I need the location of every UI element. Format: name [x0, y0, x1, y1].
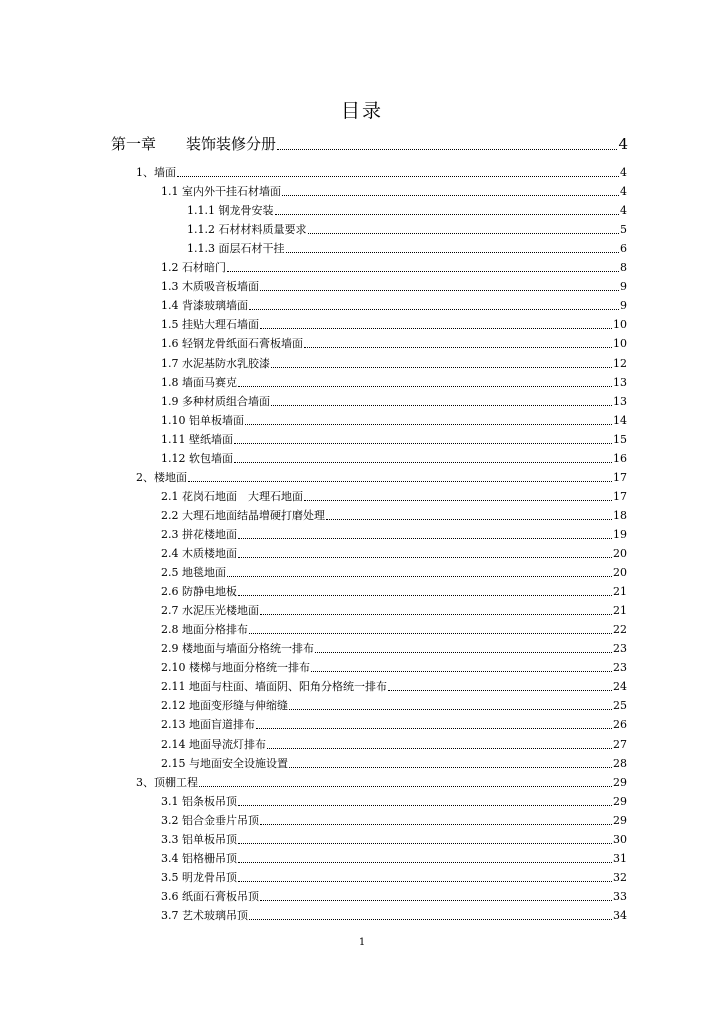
toc-entry[interactable] [161, 376, 627, 390]
toc-entry[interactable] [161, 852, 627, 866]
leader-dots [271, 405, 612, 406]
toc-entry[interactable] [161, 604, 627, 618]
leader-dots [267, 748, 612, 749]
toc-entry-title: 2.15 与地面安全设施设置 [161, 757, 288, 770]
toc-entry[interactable] [161, 299, 627, 313]
toc-entry-title: 1.1.2 石材材料质量要求 [187, 223, 307, 236]
leader-dots [277, 149, 617, 150]
toc-entry-title: 1.12 软包墙面 [161, 452, 233, 465]
toc-entry-title: 2.10 楼梯与地面分格统一排布 [161, 661, 310, 674]
toc-entry[interactable] [161, 280, 627, 294]
toc-entry[interactable] [161, 452, 627, 466]
toc-entry-page: 16 [613, 452, 627, 465]
toc-entry-page: 20 [613, 566, 627, 579]
toc-entry[interactable] [161, 585, 627, 599]
leader-dots [227, 271, 619, 272]
toc-entry-title: 2.3 拼花楼地面 [161, 528, 237, 541]
toc-entry[interactable] [161, 890, 627, 904]
toc-entry[interactable] [161, 909, 627, 923]
toc-entry[interactable] [136, 471, 627, 485]
toc-entry-title: 2.2 大理石地面结晶增硬打磨处理 [161, 509, 325, 522]
leader-dots [249, 309, 619, 310]
toc-entry[interactable] [161, 566, 627, 580]
toc-entry[interactable] [161, 509, 627, 523]
leader-dots [304, 347, 612, 348]
leader-dots [249, 633, 612, 634]
toc-entry-title: 1.5 挂贴大理石墙面 [161, 318, 259, 331]
toc-entry-page: 25 [613, 699, 627, 712]
toc-entry-title: 3.3 铝单板吊顶 [161, 833, 237, 846]
toc-entry-title: 2.14 地面导流灯排布 [161, 738, 266, 751]
toc-entry-page: 17 [613, 490, 627, 503]
toc-entry[interactable] [136, 166, 627, 180]
chapter-name: 装饰装修分册 [186, 135, 277, 153]
toc-entry-page: 21 [613, 604, 627, 617]
leader-dots [238, 557, 612, 558]
toc-entry-page: 27 [613, 738, 627, 751]
toc-entry-title: 2.7 水泥压光楼地面 [161, 604, 259, 617]
toc-entry-title: 2.1 花岗石地面 大理石地面 [161, 490, 303, 503]
toc-entry[interactable] [161, 490, 627, 504]
toc-entry[interactable] [161, 433, 627, 447]
toc-entry[interactable] [161, 757, 627, 771]
toc-entry-page: 12 [613, 357, 627, 370]
toc-entry[interactable] [161, 623, 627, 637]
leader-dots [238, 595, 612, 596]
toc-entry[interactable] [161, 795, 627, 809]
leader-dots [238, 386, 612, 387]
toc-entry-title: 3.5 明龙骨吊顶 [161, 871, 237, 884]
toc-entry-page: 23 [613, 642, 627, 655]
leader-dots [238, 805, 612, 806]
leader-dots [282, 195, 619, 196]
leader-dots [275, 214, 620, 215]
leader-dots [238, 881, 612, 882]
leader-dots [315, 652, 612, 653]
toc-entry[interactable] [161, 718, 627, 732]
leader-dots [238, 862, 612, 863]
toc-entry-title: 1.6 轻钢龙骨纸面石膏板墙面 [161, 337, 303, 350]
toc-entry-page: 32 [613, 871, 627, 884]
toc-entry[interactable] [187, 223, 627, 237]
toc-entry-page: 6 [620, 242, 627, 255]
toc-entry-page: 10 [613, 337, 627, 350]
toc-entry[interactable] [161, 642, 627, 656]
toc-entry-title: 2.11 地面与柱面、墙面阴、阳角分格统一排布 [161, 680, 387, 693]
toc-entry-page: 17 [613, 471, 627, 484]
toc-entry-title: 3、顶棚工程 [136, 776, 198, 789]
toc-entry-page: 29 [613, 776, 627, 789]
toc-entry[interactable] [161, 357, 627, 371]
toc-entry[interactable] [161, 528, 627, 542]
toc-entry-title: 1.1.3 面层石材干挂 [187, 242, 285, 255]
leader-dots [234, 443, 612, 444]
toc-entry-title: 1、墙面 [136, 166, 176, 179]
toc-entry[interactable] [161, 699, 627, 713]
leader-dots [177, 176, 619, 177]
toc-entry-page: 15 [613, 433, 627, 446]
toc-entry-title: 2.5 地毯地面 [161, 566, 226, 579]
leader-dots [249, 919, 612, 920]
toc-entry-title: 3.4 铝格栅吊顶 [161, 852, 237, 865]
toc-entry[interactable] [161, 833, 627, 847]
toc-entry-title: 1.3 木质吸音板墙面 [161, 280, 259, 293]
toc-entry-page: 21 [613, 585, 627, 598]
toc-entry-page: 24 [613, 680, 627, 693]
leader-dots [304, 500, 612, 501]
toc-entry-page: 26 [613, 718, 627, 731]
toc-entry-title: 3.1 铝条板吊顶 [161, 795, 237, 808]
leader-dots [238, 843, 612, 844]
toc-entry-title: 1.11 壁纸墙面 [161, 433, 233, 446]
page-number: 1 [358, 937, 366, 948]
toc-entry-title: 3.2 铝合金垂片吊顶 [161, 814, 259, 827]
toc-entry[interactable] [187, 242, 627, 256]
toc-entry[interactable] [161, 414, 627, 428]
leader-dots [227, 576, 612, 577]
leader-dots [234, 462, 612, 463]
toc-entry-page: 4 [620, 185, 627, 198]
leader-dots [388, 690, 612, 691]
toc-entry-title: 1.8 墙面马赛克 [161, 376, 237, 389]
leader-dots [260, 614, 612, 615]
toc-entry-page: 31 [613, 852, 627, 865]
toc-entry-title: 1.4 背漆玻璃墙面 [161, 299, 248, 312]
chapter-number: 第一章 [111, 135, 157, 153]
toc-entry-page: 19 [613, 528, 627, 541]
toc-entry-page: 33 [613, 890, 627, 903]
toc-entry-title: 2.8 地面分格排布 [161, 623, 248, 636]
toc-entry[interactable] [161, 738, 627, 752]
toc-entry-title: 3.6 纸面石膏板吊顶 [161, 890, 259, 903]
leader-dots [238, 538, 612, 539]
toc-entry-page: 30 [613, 833, 627, 846]
toc-entry-page: 9 [620, 280, 627, 293]
toc-entry-page: 10 [613, 318, 627, 331]
toc-entry[interactable] [161, 395, 627, 409]
toc-entry-title: 1.10 铝单板墙面 [161, 414, 244, 427]
toc-entry-page: 29 [613, 795, 627, 808]
toc-entry[interactable] [161, 185, 627, 199]
toc-entry-page: 28 [613, 757, 627, 770]
toc-entry-page: 14 [613, 414, 627, 427]
leader-dots [308, 233, 620, 234]
leader-dots [199, 786, 612, 787]
leader-dots [260, 290, 619, 291]
toc-entry-title: 2.12 地面变形缝与伸缩缝 [161, 699, 288, 712]
toc-entry-page: 18 [613, 509, 627, 522]
toc-entry-page: 29 [613, 814, 627, 827]
toc-entry-page: 23 [613, 661, 627, 674]
toc-entry[interactable] [161, 337, 627, 351]
leader-dots [311, 671, 612, 672]
toc-entry-title: 2.6 防静电地板 [161, 585, 237, 598]
toc-entry-title: 3.7 艺术玻璃吊顶 [161, 909, 248, 922]
leader-dots [256, 728, 612, 729]
toc-entry[interactable] [161, 680, 627, 694]
toc-entry-page: 34 [613, 909, 627, 922]
toc-entry-page: 4 [620, 204, 627, 217]
toc-entry-title: 2.4 木质楼地面 [161, 547, 237, 560]
toc-entry[interactable] [136, 776, 627, 790]
toc-entry[interactable] [161, 814, 627, 828]
leader-dots [260, 328, 612, 329]
toc-entry-title: 1.1.1 钢龙骨安装 [187, 204, 274, 217]
toc-entry-title: 1.1 室内外干挂石材墙面 [161, 185, 281, 198]
toc-entry-page: 13 [613, 376, 627, 389]
toc-entry-page: 9 [620, 299, 627, 312]
toc-entry-title: 1.9 多种材质组合墙面 [161, 395, 270, 408]
page-title: 目录 [340, 100, 383, 122]
toc-entry-page: 20 [613, 547, 627, 560]
chapter-page: 4 [618, 135, 628, 153]
leader-dots [260, 900, 612, 901]
toc-entry-page: 22 [613, 623, 627, 636]
leader-dots [286, 252, 620, 253]
toc-entry[interactable] [161, 871, 627, 885]
toc-entry[interactable] [161, 261, 627, 275]
toc-entry[interactable] [161, 547, 627, 561]
toc-entry-title: 2、楼地面 [136, 471, 187, 484]
toc-entry[interactable] [161, 661, 627, 675]
leader-dots [188, 481, 612, 482]
toc-entry-title: 1.7 水泥基防水乳胶漆 [161, 357, 270, 370]
toc-entry-title: 2.13 地面盲道排布 [161, 718, 255, 731]
toc-entry-page: 4 [620, 166, 627, 179]
toc-entry[interactable] [187, 204, 627, 218]
toc-entry-title: 2.9 楼地面与墙面分格统一排布 [161, 642, 314, 655]
leader-dots [260, 824, 612, 825]
leader-dots [289, 709, 612, 710]
leader-dots [245, 424, 612, 425]
toc-chapter-row[interactable] [111, 135, 628, 153]
toc-entry-page: 13 [613, 395, 627, 408]
toc-entry-page: 5 [620, 223, 627, 236]
leader-dots [326, 519, 612, 520]
toc-entry-page: 8 [620, 261, 627, 274]
leader-dots [271, 367, 612, 368]
toc-entry-title: 1.2 石材暗门 [161, 261, 226, 274]
toc-entry[interactable] [161, 318, 627, 332]
leader-dots [289, 767, 612, 768]
